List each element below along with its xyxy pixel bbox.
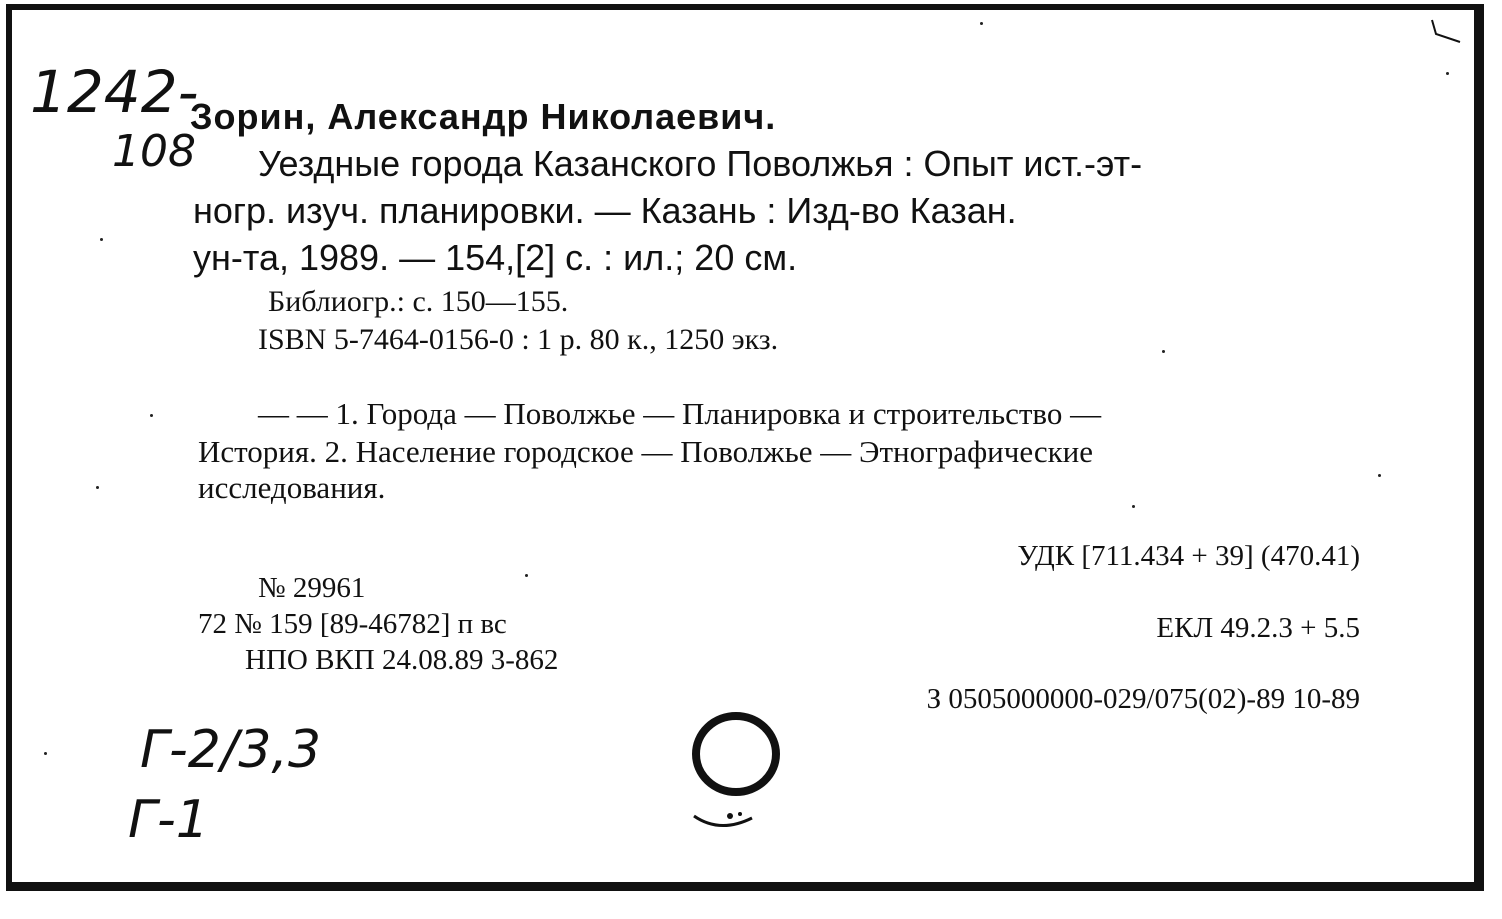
subject-line-3: исследования. [198,470,386,505]
card-number: № 29961 [258,572,366,604]
stamp-smudge-icon [690,808,760,838]
title-line-1: Уездные города Казанского Поволжья : Опыт ист.-эт- [258,143,1143,184]
npo-imprint: НПО ВКП 24.08.89 3-862 [245,644,559,676]
print-speck [980,22,983,25]
subject-line-2: История. 2. Население городское — Поволжье — Этнографические [198,434,1094,469]
handwritten-shelf-mark-1: Г-2/3,3 [140,720,322,780]
publisher-code: З 0505000000-029/075(02)-89 10-89 [926,683,1360,715]
print-speck [100,238,103,241]
subject-line-1: — — 1. Города — Поволжье — Планировка и строительство — [258,396,1102,431]
print-speck [525,574,528,577]
registration-number: 72 № 159 [89-46782] п вс [198,608,507,640]
udk-classification: УДК [711.434 + 39] (470.41) [1017,540,1360,572]
bibliography-note: Библиогр.: с. 150—155. [268,285,569,318]
print-speck [1446,72,1449,75]
author-heading: Зорин, Александр Николаевич. [190,96,777,137]
print-speck [150,414,153,417]
print-speck [1378,474,1381,477]
print-speck [44,752,47,755]
handwritten-call-number-top: 1242- [30,58,199,126]
title-line-2: ногр. изуч. планировки. — Казань : Изд-во Казан. [193,190,1017,231]
handwritten-shelf-mark-2: Г-1 [128,790,209,850]
print-speck [1162,350,1165,353]
ekl-classification: ЕКЛ 49.2.3 + 5.5 [1156,612,1360,644]
isbn-note: ISBN 5-7464-0156-0 : 1 р. 80 к., 1250 экз. [258,323,779,356]
handwritten-call-number-bottom: 108 [112,126,196,177]
title-line-3: ун-та, 1989. — 154,[2] с. : ил.; 20 см. [193,237,798,278]
print-speck [1132,505,1135,508]
circle-stamp-icon [690,708,782,800]
corner-mark-icon [1428,16,1464,46]
print-speck [96,486,99,489]
